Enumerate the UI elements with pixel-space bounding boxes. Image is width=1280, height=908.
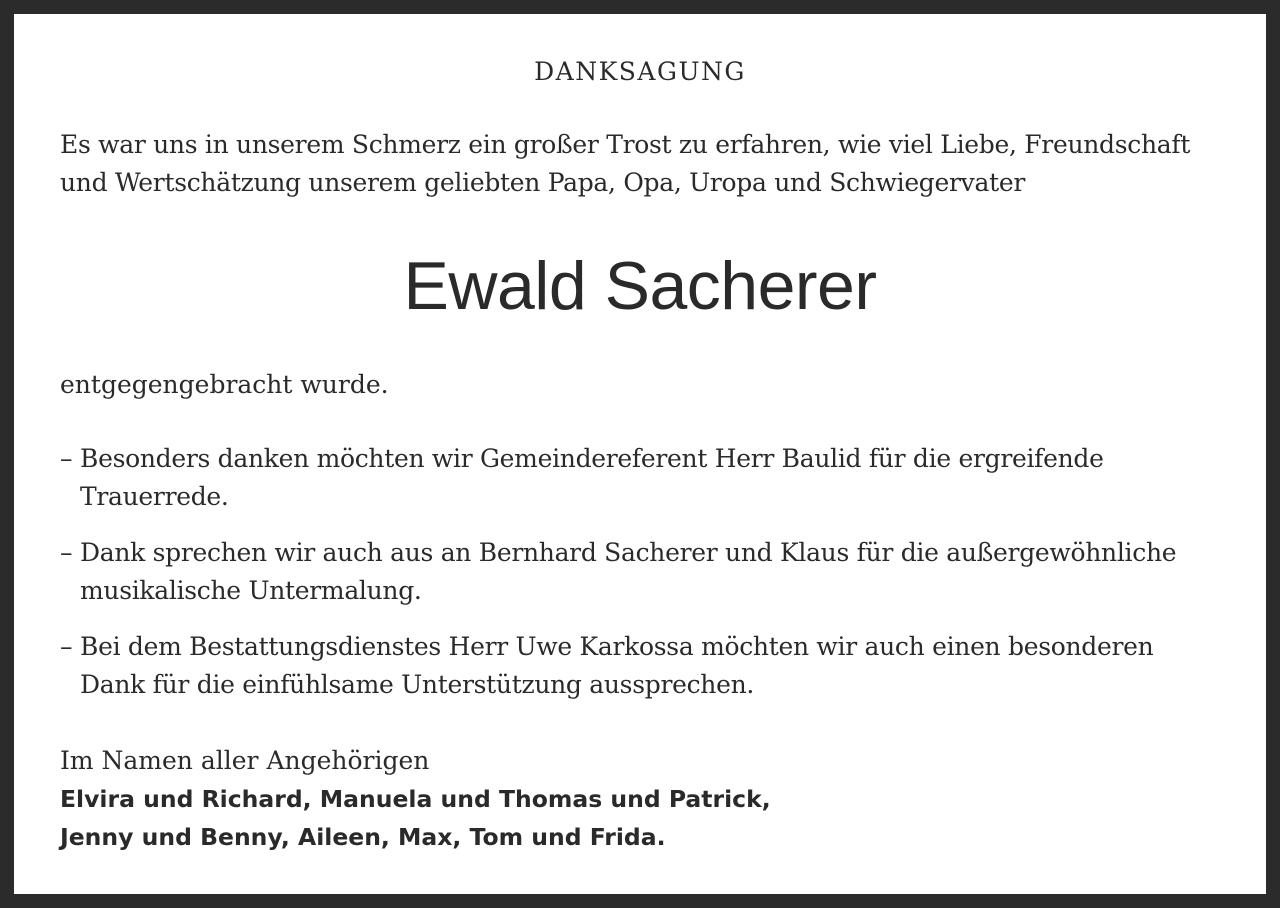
dash-bullet: – bbox=[60, 444, 73, 473]
deceased-name: Ewald Sacherer bbox=[403, 248, 877, 324]
intro-line-1: Es war uns in unserem Schmerz ein großer Trost zu erfahren, wie viel Liebe, Freundschaft bbox=[60, 130, 1191, 159]
after-name-text: entgegengebracht wurde. bbox=[60, 370, 389, 399]
thanks-item bbox=[60, 534, 1250, 610]
intro-text bbox=[60, 126, 1250, 202]
dash-bullet: – bbox=[60, 632, 73, 661]
thanks-list bbox=[60, 440, 1250, 722]
obituary-card bbox=[14, 14, 1266, 894]
signoff-text: Im Namen aller Angehörigen bbox=[60, 746, 430, 775]
heading: DANKSAGUNG bbox=[534, 57, 746, 86]
thanks-item bbox=[60, 440, 1250, 516]
signature-block bbox=[60, 742, 771, 856]
thanks-text: Dank sprechen wir auch aus an Bernhard Sacherer und Klaus für die außergewöhnliche musikalische Untermalung. bbox=[80, 538, 1177, 605]
thanks-item bbox=[60, 628, 1250, 704]
intro-line-2: und Wertschätzung unserem geliebten Papa, Opa, Uropa und Schwiegervater bbox=[60, 168, 1025, 197]
dash-bullet: – bbox=[60, 538, 73, 567]
thanks-text: Besonders danken möchten wir Gemeindereferent Herr Baulid für die ergreifende Trauerrede. bbox=[80, 444, 1104, 511]
thanks-text: Bei dem Bestattungsdienstes Herr Uwe Karkossa möchten wir auch einen besonderen Dank für die einfühlsame Unterstützung aussprechen. bbox=[80, 632, 1154, 699]
family-names: Elvira und Richard, Manuela und Thomas und Patrick, Jenny und Benny, Aileen, Max, Tom und Frida. bbox=[60, 785, 771, 851]
